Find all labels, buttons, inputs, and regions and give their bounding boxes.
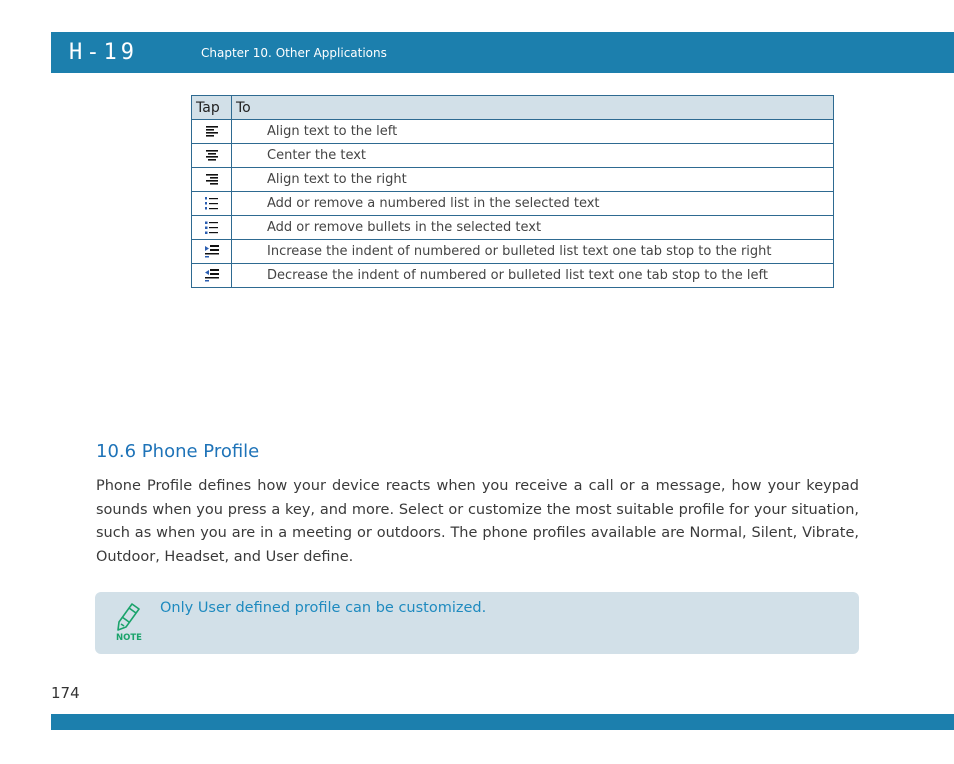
- table-row: [192, 144, 834, 168]
- table-row: [192, 168, 834, 192]
- table-row-description: Align text to the right: [232, 168, 834, 192]
- toolbar-function-table: [191, 95, 834, 288]
- note-label: NOTE: [116, 633, 142, 642]
- section-body: Phone Profile defines how your device reacts when you receive a call or a message, how your keypad sounds when you press a key, and more. Select or customize the most suitable profile for your situation, such as when you are in a meeting or outdoors. The phone profiles available are Normal, Silent, Vibrate, Outdoor, Headset, and User define.: [96, 478, 859, 565]
- section-title: 10.6 Phone Profile: [96, 441, 260, 462]
- table-header-row: [192, 96, 834, 120]
- chapter-title: Chapter 10. Other Applications: [201, 46, 387, 60]
- footer-bar: [51, 714, 954, 730]
- align-right-icon: [192, 173, 231, 186]
- table-row-description: Center the text: [232, 144, 834, 168]
- header-bar: [51, 32, 954, 73]
- bulleted-list-icon: [192, 220, 231, 235]
- page-number: 174: [51, 684, 80, 702]
- align-left-icon: [192, 125, 231, 138]
- increase-indent-icon: [192, 244, 231, 259]
- table-row: [192, 264, 834, 288]
- table-row-description: Align text to the left: [232, 120, 834, 144]
- column-header-to: To: [232, 96, 834, 120]
- table-row: [192, 120, 834, 144]
- note-box: [95, 592, 859, 654]
- table-row: [192, 216, 834, 240]
- decrease-indent-icon: [192, 268, 231, 283]
- table-row-description: Decrease the indent of numbered or bulleted list text one tab stop to the left: [232, 264, 834, 288]
- column-header-tap: Tap: [192, 96, 232, 120]
- table-row-description: Add or remove a numbered list in the selected text: [232, 192, 834, 216]
- note-pencil-icon: [113, 600, 145, 646]
- numbered-list-icon: [192, 196, 231, 211]
- table-row: [192, 192, 834, 216]
- note-text: Only User defined profile can be customized.: [160, 600, 487, 616]
- table-row-description: Increase the indent of numbered or bulleted list text one tab stop to the right: [232, 240, 834, 264]
- model-name: H-19: [69, 40, 138, 65]
- align-center-icon: [192, 149, 231, 162]
- table-row-description: Add or remove bullets in the selected text: [232, 216, 834, 240]
- table-row: [192, 240, 834, 264]
